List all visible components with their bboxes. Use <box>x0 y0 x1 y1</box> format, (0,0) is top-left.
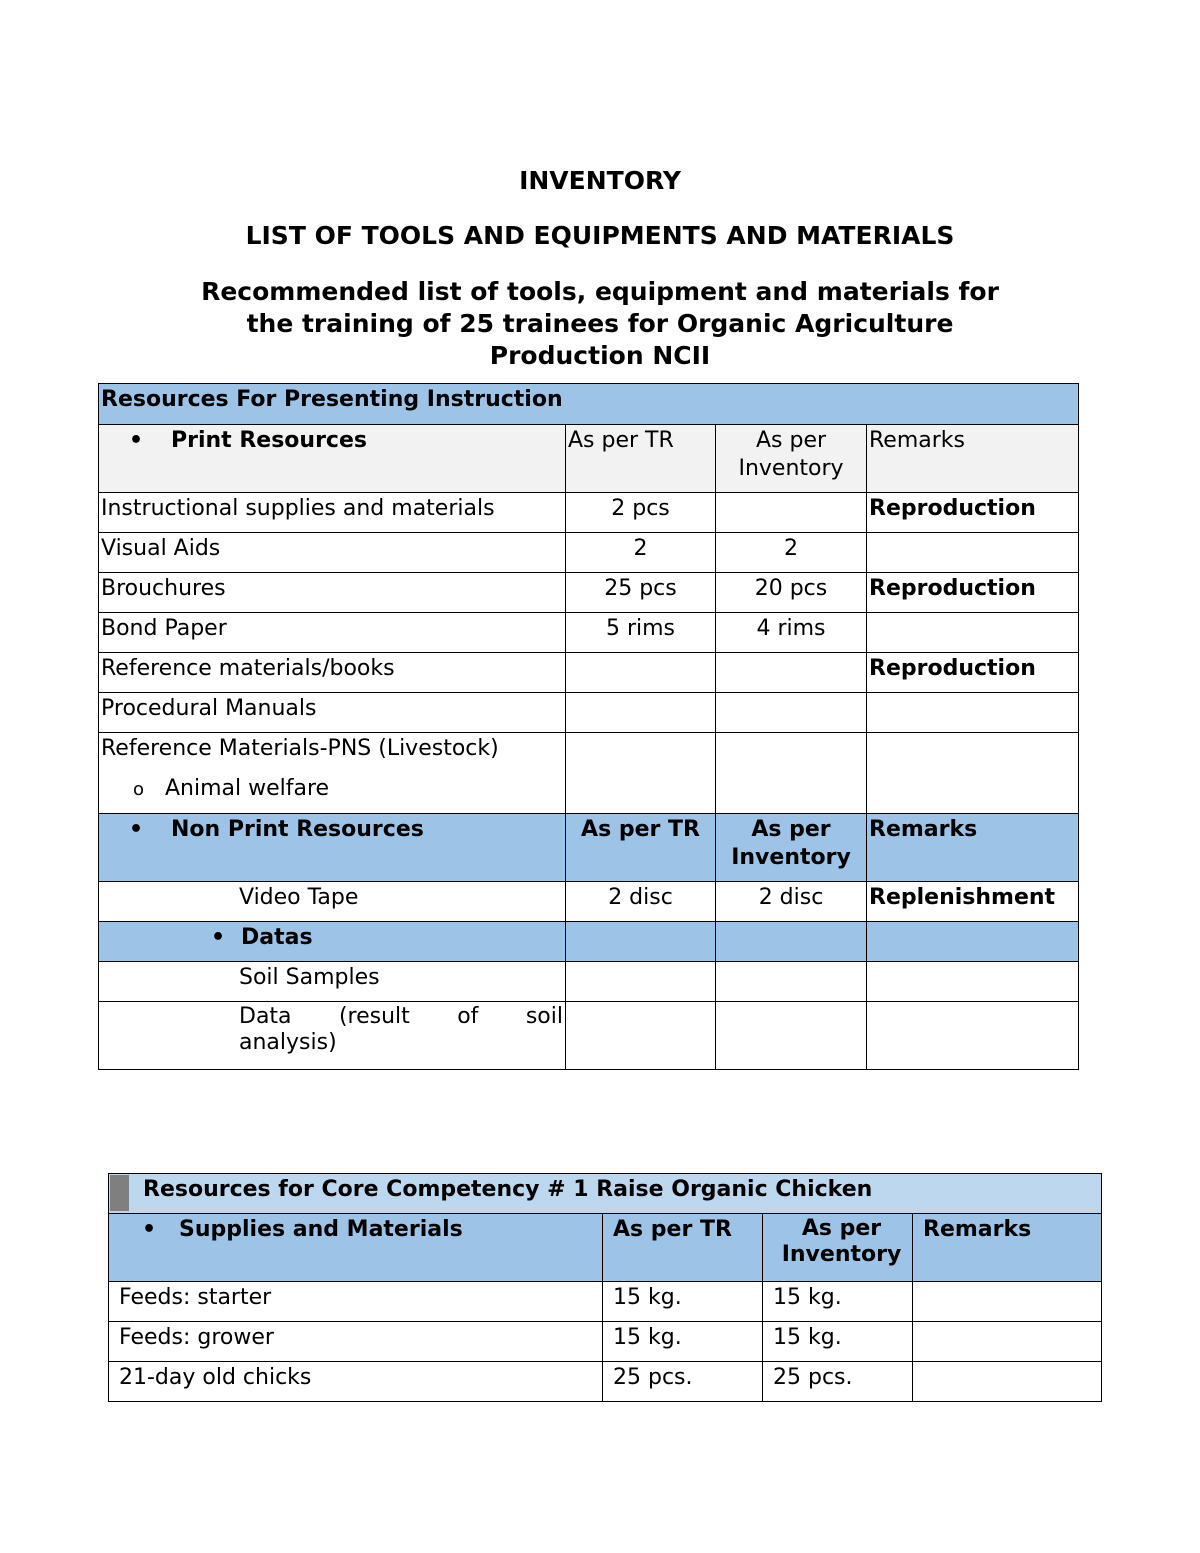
sub-item-label: Animal welfare <box>165 776 330 801</box>
circle-bullet-icon: o <box>133 779 145 800</box>
table-row <box>109 1322 1102 1362</box>
table-row <box>99 693 1079 733</box>
bullet-icon: • <box>128 428 144 453</box>
table2-header: Resources for Core Competency # 1 Raise Organic Chicken <box>109 1174 1102 1214</box>
bullet-icon: • <box>211 925 226 950</box>
item-cell <box>99 733 566 814</box>
item-cell: Procedural Manuals <box>99 693 566 733</box>
datas-header <box>99 922 566 962</box>
print-resources-header <box>99 425 566 493</box>
remarks-cell <box>867 1002 1079 1070</box>
col-remarks: Remarks <box>867 814 1079 882</box>
item-cell: Soil Samples <box>99 962 566 1002</box>
table-row <box>99 533 1079 573</box>
tr-cell: 5 rims <box>566 613 716 653</box>
col-as-per-inventory: As per Inventory <box>716 814 867 882</box>
tr-cell <box>566 1002 716 1070</box>
word: soil <box>525 1004 563 1029</box>
inv-cell <box>716 653 867 693</box>
col-remarks: Remarks <box>913 1214 1102 1282</box>
table-row <box>109 1282 1102 1322</box>
description-line-2: the training of 25 trainees for Organic Agriculture <box>246 309 954 338</box>
table-row <box>99 882 1079 922</box>
inv-cell: 2 disc <box>716 882 867 922</box>
description-line-1: Recommended list of tools, equipment and materials for <box>201 277 999 306</box>
item-cell: Instructional supplies and materials <box>99 493 566 533</box>
remarks-cell <box>867 693 1079 733</box>
inv-cell: 15 kg. <box>763 1282 913 1322</box>
tr-cell: 15 kg. <box>603 1282 763 1322</box>
col-as-per-inventory: As per Inventory <box>763 1214 913 1282</box>
table-row <box>99 573 1079 613</box>
table-row <box>99 962 1079 1002</box>
remarks-cell: Reproduction <box>867 653 1079 693</box>
supplies-materials-label: Supplies and Materials <box>179 1217 463 1242</box>
tr-cell: 15 kg. <box>603 1322 763 1362</box>
print-resources-label: Print Resources <box>171 428 367 453</box>
tr-cell <box>566 693 716 733</box>
datas-label: Datas <box>241 925 313 950</box>
inv-cell <box>716 493 867 533</box>
table-row <box>109 1362 1102 1402</box>
item-cell: Feeds: starter <box>109 1282 603 1322</box>
col-as-per-inventory: As per Inventory <box>716 425 867 493</box>
header-marker <box>110 1175 129 1211</box>
item-cell: Feeds: grower <box>109 1322 603 1362</box>
justified-line <box>239 1004 563 1030</box>
inv-cell <box>716 962 867 1002</box>
inv-cell: 20 pcs <box>716 573 867 613</box>
item-cell: Bond Paper <box>99 613 566 653</box>
bullet-icon: • <box>128 817 144 842</box>
document-title: INVENTORY <box>519 166 681 195</box>
tr-cell <box>566 733 716 814</box>
remarks-cell: Reproduction <box>867 493 1079 533</box>
bullet-icon: • <box>141 1217 157 1242</box>
col-as-per-tr: As per TR <box>603 1214 763 1282</box>
inv-cell <box>716 922 867 962</box>
supplies-materials-header <box>109 1214 603 1282</box>
remarks-cell: Replenishment <box>867 882 1079 922</box>
non-print-resources-label: Non Print Resources <box>171 817 424 842</box>
presenting-instruction-table <box>98 383 1079 1070</box>
word: Data <box>239 1004 292 1029</box>
item-cell <box>99 1002 566 1070</box>
tr-cell: 25 pcs <box>566 573 716 613</box>
inv-cell <box>716 1002 867 1070</box>
description-line-3: Production NCII <box>489 341 711 370</box>
remarks-cell <box>913 1282 1102 1322</box>
non-print-resources-header <box>99 814 566 882</box>
col-remarks: Remarks <box>867 425 1079 493</box>
col-as-per-tr: As per TR <box>566 425 716 493</box>
table-row <box>99 1002 1079 1070</box>
tr-cell: 2 pcs <box>566 493 716 533</box>
inv-cell: 25 pcs. <box>763 1362 913 1402</box>
second-line: analysis) <box>239 1030 337 1055</box>
ref-pns-item: Reference Materials-PNS (Livestock) <box>101 736 499 761</box>
remarks-cell <box>867 922 1079 962</box>
word: of <box>457 1004 479 1029</box>
document-description <box>0 276 1200 372</box>
inv-cell: 4 rims <box>716 613 867 653</box>
remarks-cell <box>867 613 1079 653</box>
remarks-cell <box>867 733 1079 814</box>
tr-cell: 2 disc <box>566 882 716 922</box>
tr-cell <box>566 653 716 693</box>
tr-cell <box>566 922 716 962</box>
tr-cell: 2 <box>566 533 716 573</box>
sub-list-item <box>101 775 563 804</box>
remarks-cell <box>913 1322 1102 1362</box>
table-row <box>99 493 1079 533</box>
remarks-cell <box>913 1362 1102 1402</box>
word: (result <box>338 1004 410 1029</box>
table-row <box>99 653 1079 693</box>
item-cell: Video Tape <box>99 882 566 922</box>
table-row <box>99 613 1079 653</box>
item-cell: Reference materials/books <box>99 653 566 693</box>
document-subtitle: LIST OF TOOLS AND EQUIPMENTS AND MATERIALS <box>245 221 955 250</box>
core-competency-table <box>108 1173 1102 1402</box>
table-row <box>99 733 1079 814</box>
item-cell: Brouchures <box>99 573 566 613</box>
item-cell: 21-day old chicks <box>109 1362 603 1402</box>
col-as-per-tr: As per TR <box>566 814 716 882</box>
table1-header: Resources For Presenting Instruction <box>99 384 1079 425</box>
item-cell: Visual Aids <box>99 533 566 573</box>
tr-cell <box>566 962 716 1002</box>
inv-cell <box>716 733 867 814</box>
remarks-cell: Reproduction <box>867 573 1079 613</box>
remarks-cell <box>867 962 1079 1002</box>
tr-cell: 25 pcs. <box>603 1362 763 1402</box>
inv-cell <box>716 693 867 733</box>
remarks-cell <box>867 533 1079 573</box>
inv-cell: 2 <box>716 533 867 573</box>
inv-cell: 15 kg. <box>763 1322 913 1362</box>
